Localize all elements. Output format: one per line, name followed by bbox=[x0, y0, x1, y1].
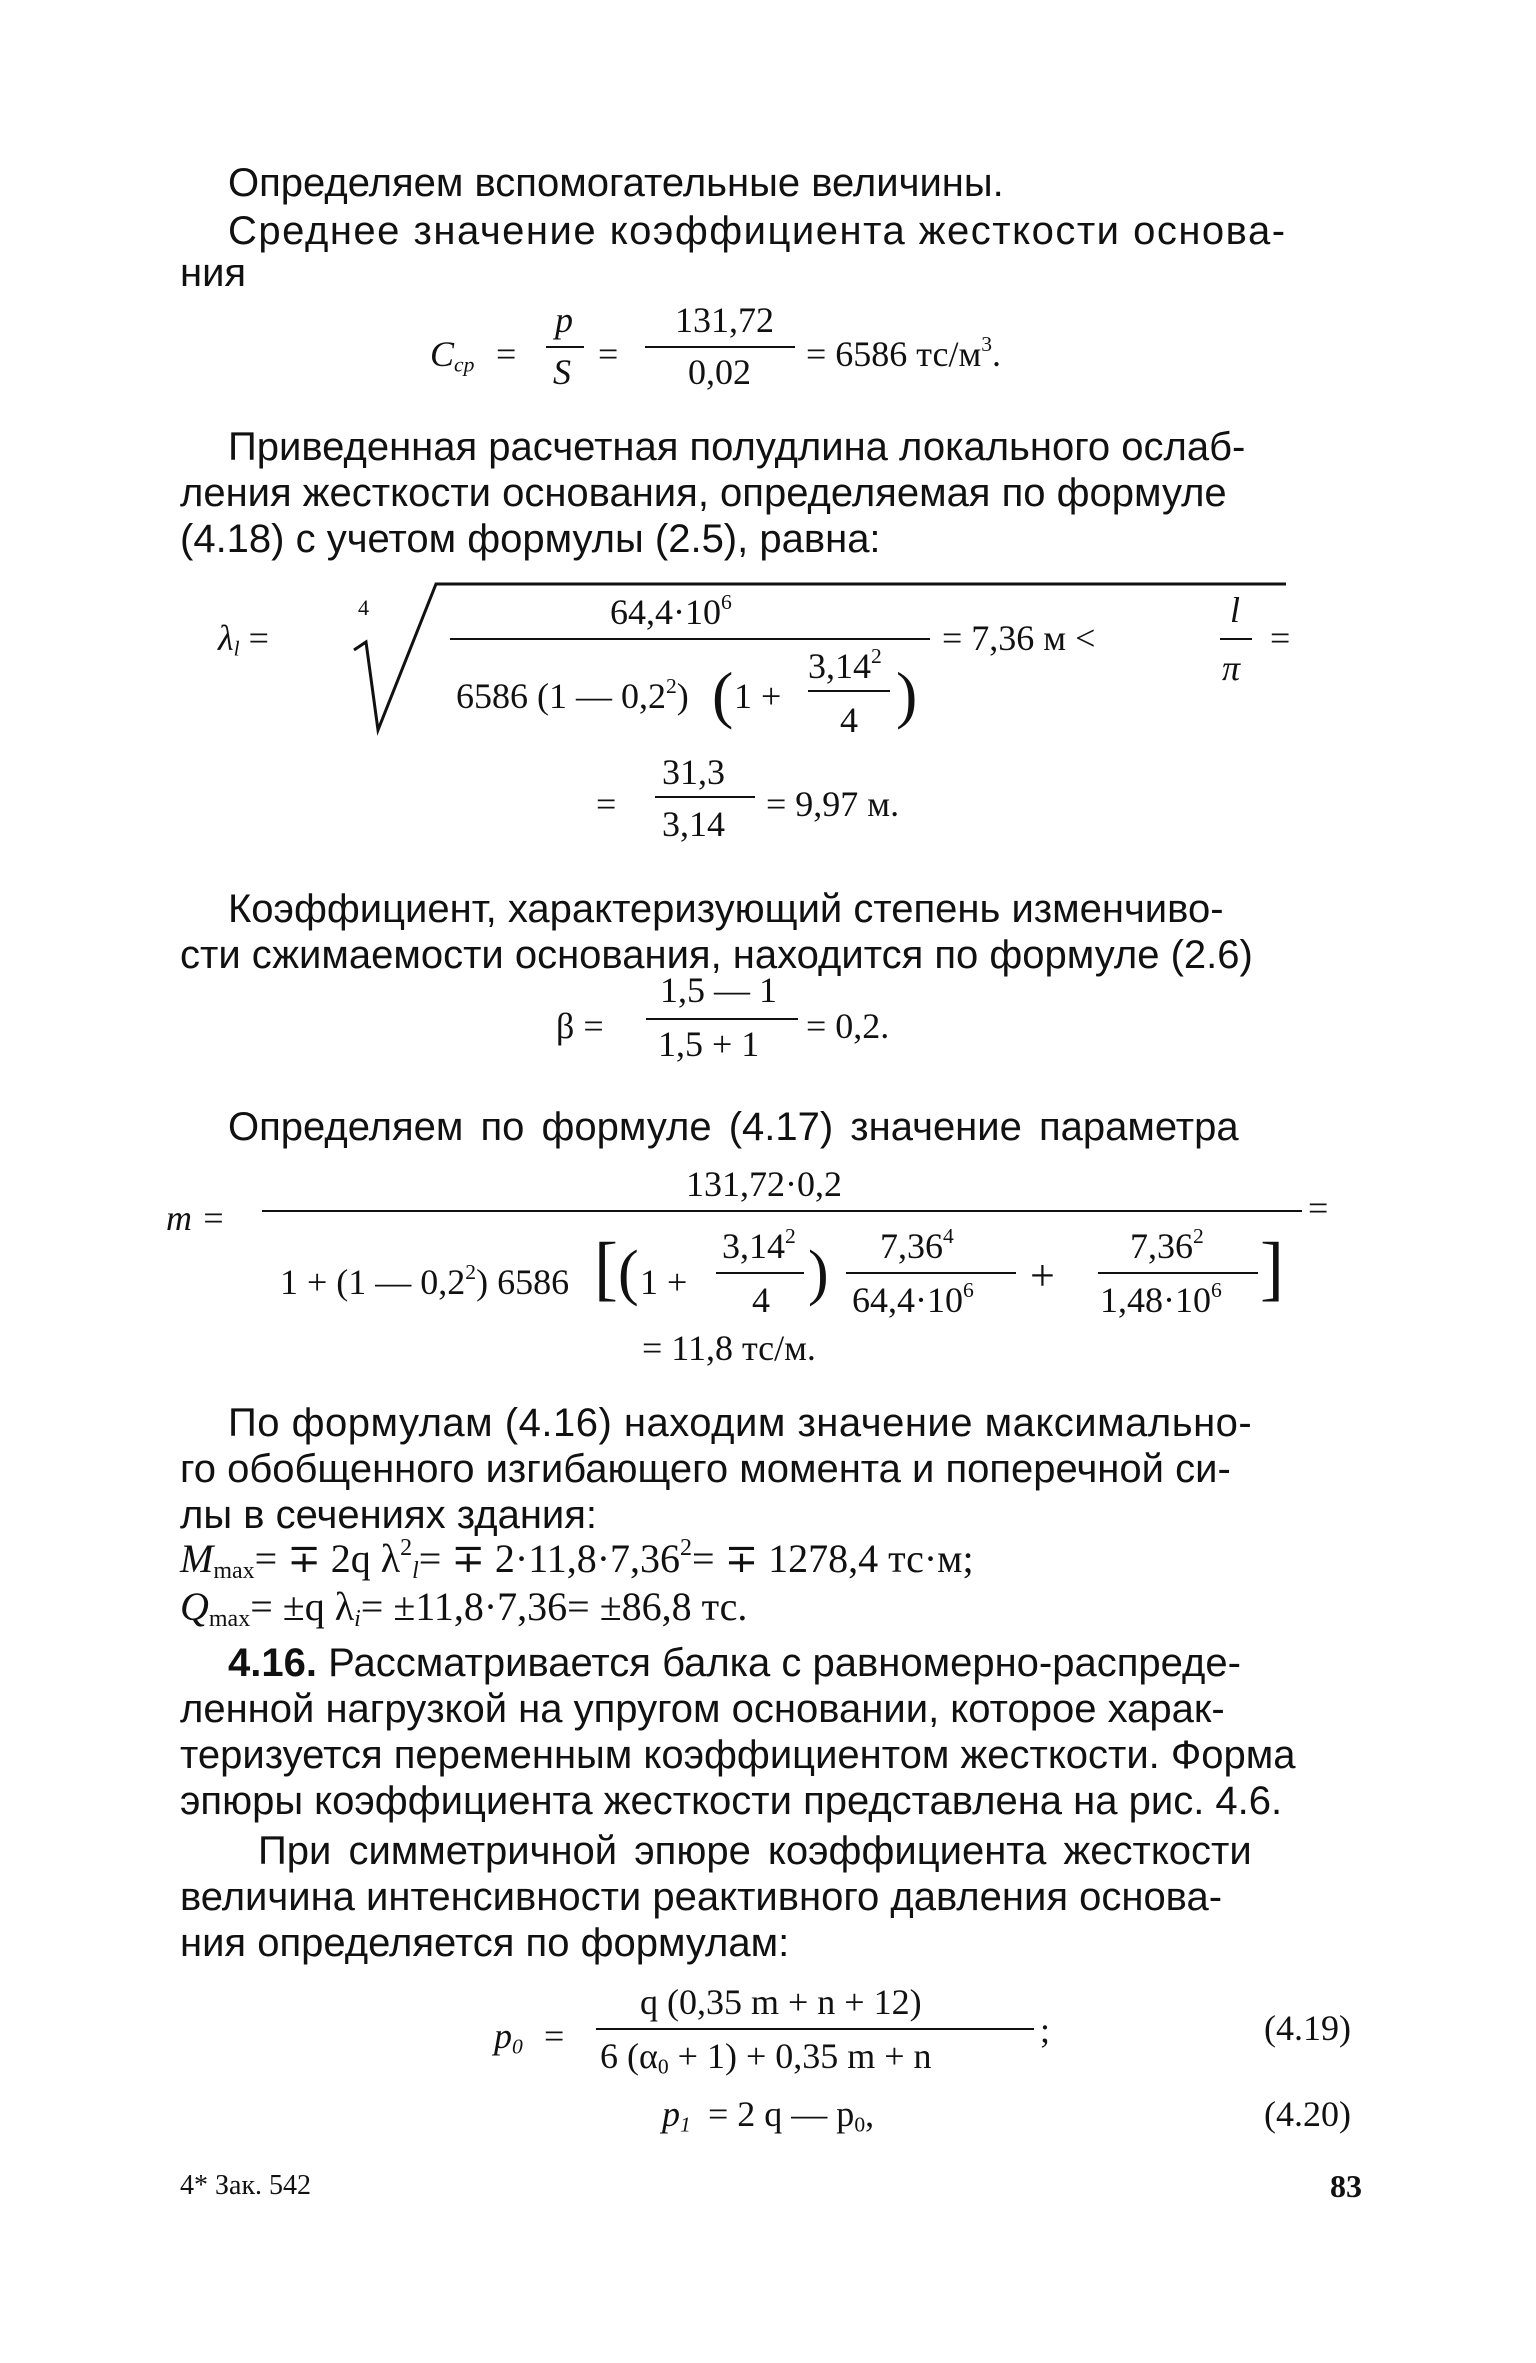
equals-sign: = bbox=[1270, 618, 1291, 658]
formula-lhs: m = bbox=[166, 1198, 226, 1238]
one-plus: 1 + bbox=[640, 1262, 688, 1302]
radical-numerator: 64,4·10 bbox=[610, 592, 721, 632]
denominator-a: 1 + (1 — 0,2 bbox=[280, 1262, 466, 1302]
fraction-numerator: 131,72·0,2 bbox=[686, 1164, 842, 1204]
formula-lhs: λ bbox=[218, 618, 234, 658]
radical-denominator-a: 6586 (1 — 0,2 bbox=[456, 676, 666, 716]
equals-sign: = bbox=[596, 784, 617, 824]
section-4-16-line3: теризуется переменным коэффициентом жесткости. Форма bbox=[180, 1733, 1296, 1777]
semicolon: ; bbox=[1040, 2010, 1051, 2050]
paragraph-moment-line3: лы в сечениях здания: bbox=[180, 1493, 598, 1537]
equals-sign: = bbox=[496, 334, 517, 374]
fraction-bar bbox=[716, 1272, 804, 1274]
equals-sign: = bbox=[598, 334, 619, 374]
formula-lhs: p bbox=[494, 2016, 512, 2056]
fraction-numerator: l bbox=[1230, 590, 1241, 630]
formula-result: = 11,8 тс/м. bbox=[642, 1328, 816, 1368]
paragraph-mean-coef-line1: Среднее значение коэффициента жесткости основа- bbox=[228, 209, 1287, 253]
paragraph-beta-line2: сти сжимаемости основания, находится по формуле (2.6) bbox=[180, 933, 1253, 977]
f1-denominator: 4 bbox=[752, 1280, 770, 1320]
formula-lhs-sub: ср bbox=[454, 352, 475, 377]
formula-lhs: C bbox=[430, 334, 455, 374]
inner-numerator: 3,14 bbox=[808, 646, 871, 686]
paragraph-mean-coef-line2: ния bbox=[180, 251, 247, 295]
formula-result: = 9,97 м. bbox=[766, 784, 900, 824]
fraction-bar bbox=[546, 346, 584, 348]
paragraph-halflength-line2: ления жесткости основания, определяемая по формуле bbox=[180, 471, 1227, 515]
footer-order-number: 4* Зак. 542 bbox=[180, 2170, 312, 2201]
equation-number: (4.20) bbox=[1264, 2094, 1351, 2134]
section-4-16-line4: эпюры коэффициента жесткости представлена на рис. 4.6. bbox=[180, 1779, 1283, 1823]
formula-q-max: $Q_{max}= \pm q$ $\lambda_i= \pm 11,8\cdot 7,36= \pm 86,8$ тс. bbox=[180, 1584, 748, 1632]
paragraph-param-m: Определяем по формуле (4.17) значение параметра bbox=[228, 1105, 1239, 1149]
fraction-bar bbox=[1220, 638, 1252, 640]
paragraph-moment-line1: По формулам (4.16) находим значение максимально- bbox=[228, 1401, 1253, 1445]
formula-lhs: β = bbox=[556, 1006, 604, 1046]
section-number: 4.16. bbox=[228, 1641, 317, 1685]
f2-denominator: 64,4·10 bbox=[852, 1280, 963, 1320]
formula-result: = 6586 тс/м bbox=[806, 334, 982, 374]
fraction-denominator: 1,5 + 1 bbox=[658, 1024, 760, 1064]
fraction-denominator: 6 (α bbox=[600, 2036, 658, 2076]
fraction-numerator: 31,3 bbox=[662, 752, 725, 792]
paragraph-beta-line1: Коэффициент, характеризующий степень изменчиво- bbox=[228, 887, 1224, 931]
paragraph-symmetric-line2: величина интенсивности реактивного давления основа- bbox=[180, 1875, 1223, 1919]
page-number: 83 bbox=[1330, 2168, 1362, 2204]
radical-one-plus: 1 + bbox=[734, 676, 782, 716]
paragraph-symmetric-line3: ния определяется по формулам: bbox=[180, 1921, 790, 1965]
fraction-numerator: p bbox=[555, 300, 573, 340]
f2-numerator: 7,36 bbox=[880, 1226, 943, 1266]
fraction-denominator: 0,02 bbox=[688, 352, 751, 392]
fraction-bar bbox=[450, 638, 930, 640]
document-page: Определяем вспомогательные величины. Среднее значение коэффициента жесткости основа- ния $C_{ср}$ = p S = 131,72 0,02 = 6586 $тс/м^3$. Приведенная расчетная полудлина локального ослаб- ления жесткости основания, определяемая по формуле (4.18) с учетом формулы (2.5), равна: $\lambda_l$ = 4 $64,4\cdot 10^6$ 6586 (1 — $0,2^2$) ( 1 + $3,14^2$ 4 ) = 7,36 м < l π = = 31,3 3,14 = 9,97 м. Коэффициент, характеризующий степень изменчиво- сти сжимаемости основания, находится по формуле (2.6) β = 1,5 — 1 1,5 + 1 = 0,2. Определяем по формуле (4.17) значение параметра m = 131,72·0,2 1 + (1 — $0,2^2$) 6586 [ ( 1 + $3,14^2$ 4 ) 7,36$^4$ $64,4\cdot 10^6$ + $7,36^2$ $1,48\cdot 10^6$ ] = = 11,8 тс/м. По формулам (4.16) находим значение максимально- го обобщенного изгибающего момента и поперечной си- лы в сечениях здания: $M_{max}= \mp 2q$ $\lambda^2_l= \mp 2\cdot 11,8\cdot 7,36^2= \mp 1278,4$ тс·м; $Q_{max}= \pm q$ $\lambda_i= \pm 11,8\cdot 7,36= \pm 86,8$ тс. 4.16. Рассматривается балка с равномерно-распреде- ленной нагрузкой на упругом основании, которое харак- теризуется переменным коэффициентом жесткости. Форма эпюры коэффициента жесткости представлена на рис. 4.6. При симметричной эпюре коэффициента жесткости величина интенсивности реактивного давления основа- ния определяется по формулам: $p_0$ = q (0,35 m + n + 12) 6 $(\alpha_0 + 1) + 0,35$ m + n ; (4.19) $p_1$ = 2 q — $p_0$, (4.20) 4* Зак. 542 83 bbox=[166, 161, 1362, 2204]
formula-lhs: p bbox=[662, 2094, 680, 2134]
formula-result: = 7,36 м < bbox=[942, 618, 1096, 658]
fraction-bar bbox=[846, 1272, 1016, 1274]
f3-numerator: 7,36 bbox=[1130, 1226, 1193, 1266]
formula-lhs-sub: l bbox=[233, 636, 240, 661]
fraction-denominator: 3,14 bbox=[662, 804, 725, 844]
formula-rhs: = 2 q — p bbox=[708, 2094, 855, 2134]
section-4-16-line1: 4.16. Рассматривается балка с равномерно-распреде- bbox=[228, 1641, 1241, 1685]
paragraph-symmetric-line1: При симметричной эпюре коэффициента жесткости bbox=[258, 1829, 1252, 1873]
paragraph-moment-line2: го обобщенного изгибающего момента и поперечной си- bbox=[180, 1447, 1231, 1491]
root-index: 4 bbox=[358, 595, 369, 620]
fraction-denominator: π bbox=[1222, 648, 1241, 688]
fraction-bar bbox=[645, 346, 795, 348]
fraction-numerator: 1,5 — 1 bbox=[660, 970, 777, 1010]
formula-result: = 0,2. bbox=[806, 1006, 890, 1046]
fraction-numerator: q (0,35 m + n + 12) bbox=[640, 1982, 922, 2022]
equation-number: (4.19) bbox=[1264, 2008, 1351, 2048]
section-4-16-line2: ленной нагрузкой на упругом основании, которое харак- bbox=[180, 1687, 1225, 1731]
fraction-bar bbox=[655, 796, 755, 798]
formula-m-max: $M_{max}= \mp 2q$ $\lambda^2_l= \mp 2\cdot 11,8\cdot 7,36^2= \mp 1278,4$ тс·м; bbox=[180, 1535, 974, 1584]
fraction-bar bbox=[262, 1210, 1302, 1212]
paragraph-aux-values: Определяем вспомогательные величины. bbox=[228, 161, 1004, 205]
equals-sign: = bbox=[544, 2016, 565, 2056]
plus-sign: + bbox=[1030, 1251, 1055, 1300]
fraction-bar bbox=[596, 2028, 1034, 2030]
fraction-denominator: S bbox=[553, 352, 571, 392]
fraction-bar bbox=[646, 1018, 798, 1020]
fraction-bar bbox=[1098, 1272, 1258, 1274]
fraction-bar bbox=[808, 690, 890, 692]
inner-denominator: 4 bbox=[840, 700, 858, 740]
f1-numerator: 3,14 bbox=[722, 1226, 785, 1266]
f3-denominator: 1,48·10 bbox=[1100, 1280, 1211, 1320]
fraction-numerator: 131,72 bbox=[675, 300, 774, 340]
paragraph-halflength-line3: (4.18) с учетом формулы (2.5), равна: bbox=[180, 517, 881, 561]
paragraph-halflength-line1: Приведенная расчетная полудлина локального ослаб- bbox=[228, 425, 1246, 469]
result-exponent: 3 bbox=[981, 331, 993, 356]
equals-sign: = bbox=[1308, 1188, 1329, 1228]
